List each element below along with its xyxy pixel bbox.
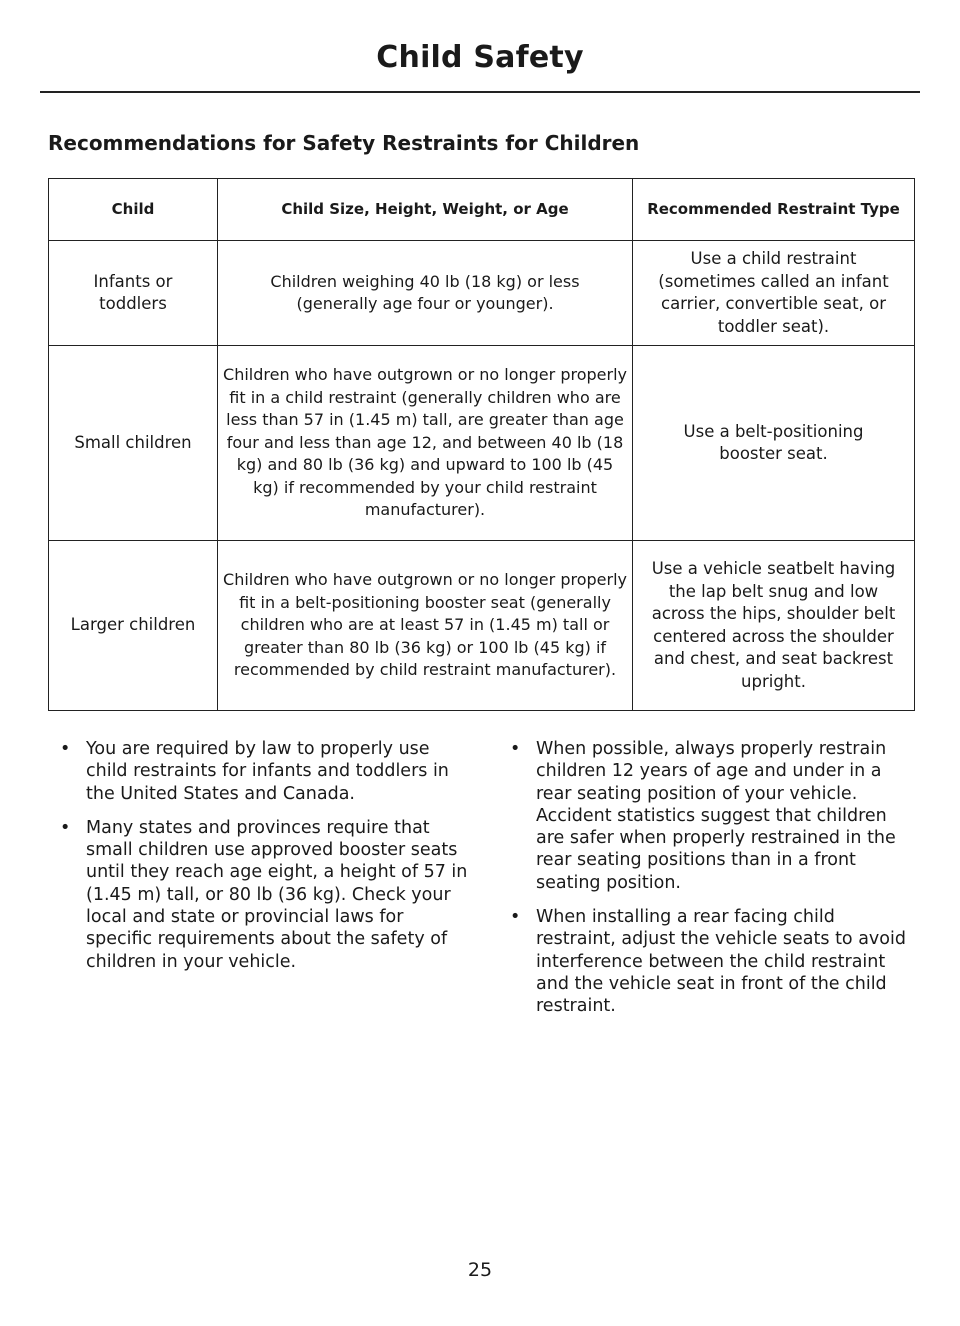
section-heading: Recommendations for Safety Restraints for Children <box>48 131 640 155</box>
header-divider <box>40 91 920 93</box>
page-number: 25 <box>467 1259 493 1281</box>
note-text: When possible, always properly restrain children 12 years of age and under in a rear seating position of your vehicle. Accident statistics suggest that children are safer when properly restrained in the rear seating positions than in a front seating position. <box>536 739 896 893</box>
bullet-icon: • <box>510 739 521 759</box>
list-item <box>60 738 470 805</box>
cell-child: Infants or toddlers <box>49 241 218 346</box>
table-row <box>49 541 915 711</box>
list-item <box>510 906 920 1017</box>
cell-size: Children who have outgrown or no longer properly fit in a child restraint (generally children who are less than 57 in (1.45 m) tall, are greater than age four and less than age 12, and between 40 lb (18 kg) and 80 lb (36 kg) and upward to 100 lb (45 kg) if recommended by your child restraint manufacturer). <box>218 346 633 541</box>
list-item <box>510 738 920 894</box>
note-text: When installing a rear facing child restraint, adjust the vehicle seats to avoid interference between the child restraint and the vehicle seat in front of the child restraint. <box>536 907 906 1017</box>
restraint-recommendations-table <box>48 178 915 711</box>
bullet-icon: • <box>60 739 71 759</box>
list-item <box>60 817 470 973</box>
cell-restraint: Use a belt-positioning booster seat. <box>633 346 915 541</box>
notes-left-column <box>60 738 470 985</box>
column-header-restraint: Recommended Restraint Type <box>633 179 915 241</box>
cell-restraint: Use a vehicle seatbelt having the lap belt snug and low across the hips, shoulder belt centered across the shoulder and chest, and seat backrest upright. <box>633 541 915 711</box>
note-text: You are required by law to properly use child restraints for infants and toddlers in the United States and Canada. <box>86 739 449 804</box>
table-header-row <box>49 179 915 241</box>
cell-child: Small children <box>49 346 218 541</box>
column-header-child: Child <box>49 179 218 241</box>
cell-restraint: Use a child restraint (sometimes called an infant carrier, convertible seat, or toddler seat). <box>633 241 915 346</box>
cell-child: Larger children <box>49 541 218 711</box>
cell-size: Children who have outgrown or no longer properly fit in a belt-positioning booster seat (generally children who are at least 57 in (1.45 m) tall or greater than 80 lb (36 kg) or 100 lb (45 kg) if recommended by child restraint manufacturer). <box>218 541 633 711</box>
bullet-icon: • <box>510 907 521 928</box>
note-text: Many states and provinces require that small children use approved booster seats until they reach age eight, a height of 57 in (1.45 m) tall, or 80 lb (36 kg). Check your local and state or provincial laws for specific requirements about the safety of children in your vehicle. <box>86 817 468 972</box>
bullet-icon: • <box>60 817 71 838</box>
notes-right-column <box>510 738 920 1030</box>
table-row <box>49 241 915 346</box>
table-row <box>49 346 915 541</box>
column-header-size: Child Size, Height, Weight, or Age <box>218 179 633 241</box>
cell-size: Children weighing 40 lb (18 kg) or less (generally age four or younger). <box>218 241 633 346</box>
page-title: Child Safety <box>376 40 584 75</box>
